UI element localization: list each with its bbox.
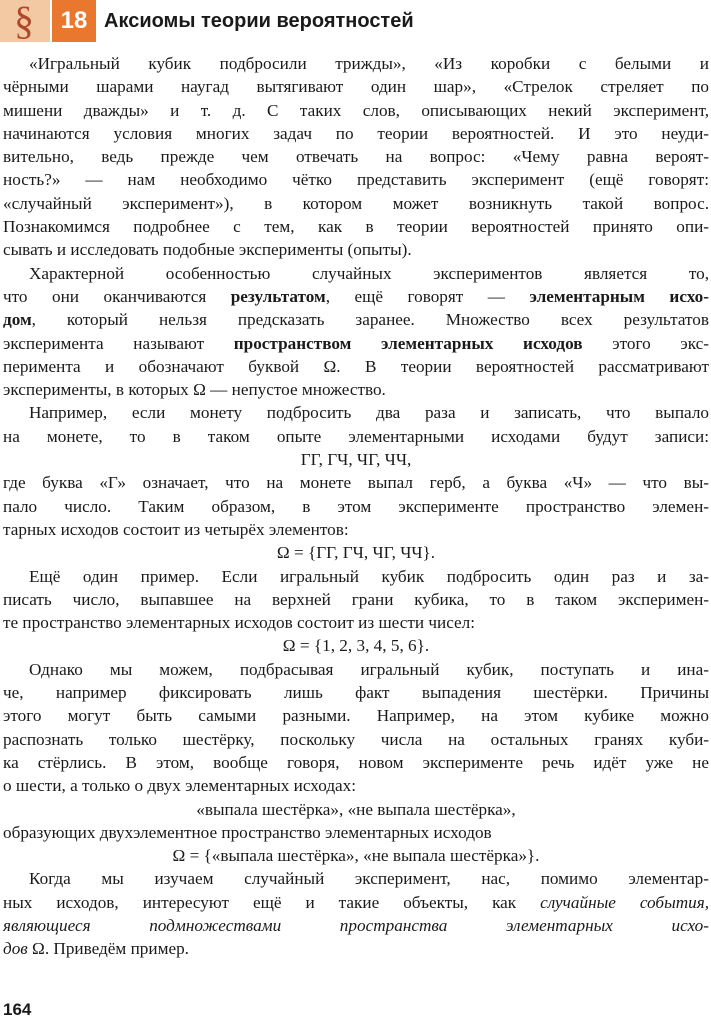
text-line — [3, 821, 709, 844]
text-run: Ω = {«выпала шестёрка», «не выпала шестёрка»}. — [172, 846, 540, 866]
text-run: «случайный эксперимент»), в котором может возникнуть такой вопрос. — [3, 193, 709, 213]
text-run: этого экс- — [582, 333, 709, 353]
text-line — [3, 168, 709, 191]
text-line — [3, 448, 709, 471]
text-run: , который нельзя предсказать заранее. Множество всех результатов — [31, 310, 709, 330]
text-run: образующих двухэлементное пространство элементарных исходов — [3, 822, 492, 842]
italic-term: являющиеся подмножествами пространства элементарных исхо- — [3, 915, 709, 935]
text-line — [3, 541, 709, 564]
text-line — [3, 798, 709, 821]
text-run: тарных исходов состоит из четырёх элементов: — [3, 519, 349, 539]
text-run: что они оканчиваются — [3, 286, 231, 306]
text-line — [3, 401, 709, 424]
text-line — [3, 471, 709, 494]
bold-term: дом — [3, 310, 32, 330]
text-line — [3, 355, 709, 378]
text-line — [3, 728, 709, 751]
text-line — [3, 914, 709, 937]
text-line — [3, 844, 709, 867]
text-run: сывать и исследовать подобные эксперименты (опыты). — [3, 240, 412, 260]
text-line — [3, 937, 709, 960]
body-text — [3, 52, 709, 961]
text-line — [3, 192, 709, 215]
text-run: чёрными шарами наугад вытягивают один шар», «Стрелок стреляет по — [3, 77, 709, 97]
text-line — [3, 215, 709, 238]
text-run: Когда мы изучаем случайный эксперимент, нас, помимо элементар- — [29, 869, 709, 889]
text-run: эксперимента называют — [3, 333, 234, 353]
text-line — [3, 565, 709, 588]
section-sign-box — [0, 0, 50, 42]
text-line — [3, 588, 709, 611]
text-run: распознать только шестёрку, поскольку числа на остальных гранях куби- — [3, 729, 709, 749]
text-run: Ещё один пример. Если игральный кубик подбросить один раз и за- — [29, 566, 709, 586]
text-line — [3, 751, 709, 774]
text-run: мишени дважды» и т. д. С таких слов, описывающих некий эксперимент, — [3, 100, 709, 120]
text-line — [3, 891, 709, 914]
text-line — [3, 704, 709, 727]
text-run: «выпала шестёрка», «не выпала шестёрка», — [196, 799, 516, 819]
text-line — [3, 262, 709, 285]
text-run: Например, если монету подбросить два раза и записать, что выпало — [29, 403, 709, 423]
bold-term: пространством элементарных исходов — [233, 333, 583, 353]
page-number: 164 — [3, 1000, 32, 1019]
section-header — [0, 0, 711, 44]
text-run: где буква «Г» означает, что на монете выпал герб, а буква «Ч» — что вы- — [3, 473, 709, 493]
text-run: те пространство элементарных исходов состоит из шести чисел: — [3, 613, 476, 633]
text-run: ных исходов, интересуют ещё и такие объекты, как — [3, 892, 541, 912]
text-line — [3, 308, 709, 331]
text-line — [3, 52, 709, 75]
text-line — [3, 495, 709, 518]
text-line — [3, 75, 709, 98]
text-run: начинаются условия многих задач по теории вероятностей. И это неуди- — [3, 123, 709, 143]
text-line — [3, 634, 709, 657]
text-line — [3, 518, 709, 541]
section-number: 18 — [52, 0, 96, 42]
text-run: , ещё говорят — — [325, 286, 530, 306]
text-run: пало число. Таким образом, в этом эксперименте пространство элемен- — [3, 496, 709, 516]
text-run: ка стёрлись. В этом, вообще говоря, новом эксперименте речь идёт уже не — [3, 752, 709, 772]
text-line — [3, 145, 709, 168]
text-run: Познакомимся подробнее с тем, как в теории вероятностей принято опи- — [3, 217, 709, 237]
italic-term: случайные события, — [540, 892, 709, 912]
text-run: «Игральный кубик подбросили трижды», «Из коробки с белыми и — [29, 54, 709, 73]
text-run: ГГ, ГЧ, ЧГ, ЧЧ, — [300, 450, 412, 470]
italic-term: дов — [3, 939, 28, 959]
text-run: перимента и обозначают буквой Ω. В теории вероятностей рассматривают — [3, 356, 709, 376]
text-run: писать число, выпавшее на верхней грани кубика, то в таком эксперимен- — [3, 589, 709, 609]
text-line — [3, 681, 709, 704]
text-line — [3, 425, 709, 448]
text-run: эксперименты, в которых Ω — непустое множество. — [3, 380, 386, 400]
text-line — [3, 122, 709, 145]
text-line — [3, 99, 709, 122]
text-run: вительно, ведь прежде чем отвечать на вопрос: «Чему равна вероят- — [3, 147, 709, 167]
text-line — [3, 238, 709, 261]
text-line — [3, 658, 709, 681]
text-run: Однако мы можем, подбрасывая игральный кубик, поступать и ина- — [29, 659, 709, 679]
text-run: ность?» — нам необходимо чётко представить эксперимент (ещё говорят: — [3, 170, 709, 190]
text-run: Ω. Приведём пример. — [27, 939, 189, 959]
text-run: Ω = {1, 2, 3, 4, 5, 6}. — [282, 636, 430, 656]
section-sign: § — [14, 0, 34, 43]
section-title: Аксиомы теории вероятностей — [104, 10, 414, 32]
bold-term: элементарным исхо- — [529, 286, 709, 306]
text-run: о шести, а только о двух элементарных исходах: — [3, 776, 357, 796]
text-line — [3, 332, 709, 355]
text-line — [3, 285, 709, 308]
text-line — [3, 867, 709, 890]
text-line — [3, 774, 709, 797]
text-run: на монете, то в таком опыте элементарными исходами будут записи: — [3, 426, 709, 446]
text-line — [3, 611, 709, 634]
text-run: Ω = {ГГ, ГЧ, ЧГ, ЧЧ}. — [276, 543, 436, 563]
text-run: че, например фиксировать лишь факт выпадения шестёрки. Причины — [3, 683, 709, 703]
bold-term: результатом — [230, 286, 326, 306]
text-line — [3, 378, 709, 401]
text-run: Характерной особенностью случайных экспериментов является то, — [29, 263, 709, 283]
text-run: этого могут быть самыми разными. Например, на этом кубике можно — [3, 706, 709, 726]
